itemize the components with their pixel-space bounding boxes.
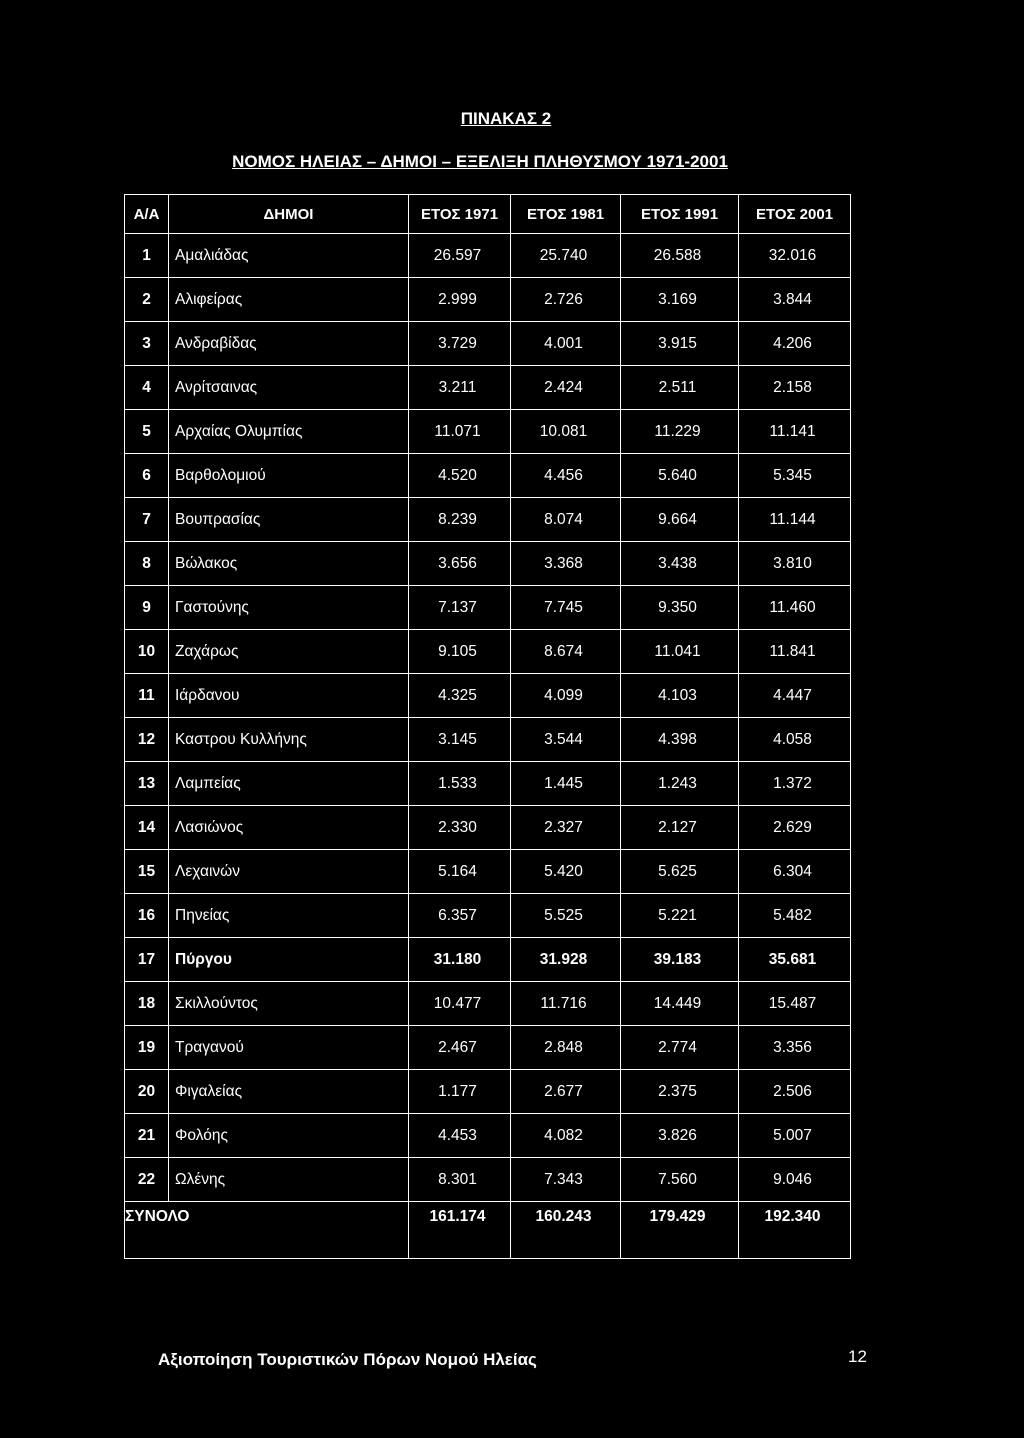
- header-row: [125, 195, 851, 234]
- population-1981: 4.456: [511, 454, 621, 498]
- population-1991: 4.398: [621, 718, 739, 762]
- table-row: [125, 850, 851, 894]
- population-1981: 2.848: [511, 1026, 621, 1070]
- population-1991: 4.103: [621, 674, 739, 718]
- table-subtitle: ΝΟΜΟΣ ΗΛΕΙΑΣ – ΔΗΜΟΙ – ΕΞΕΛΙΞΗ ΠΛΗΘΥΣΜΟΥ 1971-2001: [232, 152, 728, 171]
- table-row: [125, 938, 851, 982]
- population-1971: 3.656: [409, 542, 511, 586]
- population-1991: 1.243: [621, 762, 739, 806]
- table-row: [125, 586, 851, 630]
- population-1991: 9.350: [621, 586, 739, 630]
- population-1991: 2.127: [621, 806, 739, 850]
- population-1991: 11.041: [621, 630, 739, 674]
- population-1971: 1.533: [409, 762, 511, 806]
- page-title: ΠΙΝΑΚΑΣ 2: [460, 109, 552, 128]
- population-1991: 3.169: [621, 278, 739, 322]
- population-2001: 2.629: [739, 806, 851, 850]
- population-2001: 11.460: [739, 586, 851, 630]
- population-1991: 3.915: [621, 322, 739, 366]
- population-1981: 2.327: [511, 806, 621, 850]
- table-row: [125, 674, 851, 718]
- table-row: [125, 410, 851, 454]
- population-2001: 15.487: [739, 982, 851, 1026]
- municipality-name: Ανδραβίδας: [169, 322, 409, 366]
- municipality-name: Ωλένης: [169, 1158, 409, 1202]
- header-year-1991: ΕΤΟΣ 1991: [621, 195, 739, 234]
- population-1991: 7.560: [621, 1158, 739, 1202]
- population-1981: 10.081: [511, 410, 621, 454]
- population-1971: 5.164: [409, 850, 511, 894]
- table-row: [125, 234, 851, 278]
- municipality-name: Ανρίτσαινας: [169, 366, 409, 410]
- municipality-name: Ιάρδανου: [169, 674, 409, 718]
- population-1991: 9.664: [621, 498, 739, 542]
- population-1991: 2.511: [621, 366, 739, 410]
- population-1971: 11.071: [409, 410, 511, 454]
- total-row: [125, 1202, 851, 1259]
- population-2001: 2.158: [739, 366, 851, 410]
- row-index: 6: [125, 454, 169, 498]
- table-row: [125, 982, 851, 1026]
- table-row: [125, 454, 851, 498]
- municipality-name: Πηνείας: [169, 894, 409, 938]
- population-1971: 3.729: [409, 322, 511, 366]
- population-2001: 9.046: [739, 1158, 851, 1202]
- header-year-1971: ΕΤΟΣ 1971: [409, 195, 511, 234]
- population-2001: 35.681: [739, 938, 851, 982]
- population-1981: 7.745: [511, 586, 621, 630]
- municipality-name: Αλιφείρας: [169, 278, 409, 322]
- municipality-name: Σκιλλούντος: [169, 982, 409, 1026]
- municipality-name: Αμαλιάδας: [169, 234, 409, 278]
- population-1971: 4.520: [409, 454, 511, 498]
- municipality-name: Καστρου Κυλλήνης: [169, 718, 409, 762]
- population-1971: 10.477: [409, 982, 511, 1026]
- row-index: 5: [125, 410, 169, 454]
- municipality-name: Βαρθολομιού: [169, 454, 409, 498]
- population-2001: 5.345: [739, 454, 851, 498]
- population-1971: 7.137: [409, 586, 511, 630]
- table-row: [125, 1026, 851, 1070]
- population-2001: 5.007: [739, 1114, 851, 1158]
- population-1971: 9.105: [409, 630, 511, 674]
- row-index: 19: [125, 1026, 169, 1070]
- population-1971: 2.467: [409, 1026, 511, 1070]
- row-index: 11: [125, 674, 169, 718]
- municipality-name: Γαστούνης: [169, 586, 409, 630]
- population-1991: 3.826: [621, 1114, 739, 1158]
- population-1981: 3.368: [511, 542, 621, 586]
- table-row: [125, 1070, 851, 1114]
- municipality-name: Ζαχάρως: [169, 630, 409, 674]
- row-index: 20: [125, 1070, 169, 1114]
- population-2001: 3.844: [739, 278, 851, 322]
- population-2001: 2.506: [739, 1070, 851, 1114]
- population-1991: 14.449: [621, 982, 739, 1026]
- row-index: 4: [125, 366, 169, 410]
- table-row: [125, 1158, 851, 1202]
- row-index: 16: [125, 894, 169, 938]
- table-row: [125, 1114, 851, 1158]
- population-1981: 11.716: [511, 982, 621, 1026]
- page-number: 12: [848, 1347, 867, 1366]
- population-1991: 5.640: [621, 454, 739, 498]
- population-2001: 11.144: [739, 498, 851, 542]
- row-index: 7: [125, 498, 169, 542]
- header-year-2001: ΕΤΟΣ 2001: [739, 195, 851, 234]
- row-index: 22: [125, 1158, 169, 1202]
- population-1991: 5.625: [621, 850, 739, 894]
- population-1971: 3.211: [409, 366, 511, 410]
- population-1991: 5.221: [621, 894, 739, 938]
- population-2001: 3.356: [739, 1026, 851, 1070]
- row-index: 13: [125, 762, 169, 806]
- table-row: [125, 322, 851, 366]
- population-2001: 1.372: [739, 762, 851, 806]
- population-1971: 8.239: [409, 498, 511, 542]
- population-1971: 31.180: [409, 938, 511, 982]
- row-index: 17: [125, 938, 169, 982]
- population-1981: 4.082: [511, 1114, 621, 1158]
- population-1981: 2.424: [511, 366, 621, 410]
- header-index: Α/Α: [125, 195, 169, 234]
- population-1971: 8.301: [409, 1158, 511, 1202]
- population-1981: 8.674: [511, 630, 621, 674]
- municipality-name: Βώλακος: [169, 542, 409, 586]
- row-index: 21: [125, 1114, 169, 1158]
- population-1981: 4.001: [511, 322, 621, 366]
- population-1971: 2.999: [409, 278, 511, 322]
- population-1981: 7.343: [511, 1158, 621, 1202]
- row-index: 3: [125, 322, 169, 366]
- population-1991: 11.229: [621, 410, 739, 454]
- row-index: 1: [125, 234, 169, 278]
- table-row: [125, 542, 851, 586]
- row-index: 18: [125, 982, 169, 1026]
- total-1971: 161.174: [409, 1202, 511, 1259]
- population-1981: 5.420: [511, 850, 621, 894]
- population-1971: 3.145: [409, 718, 511, 762]
- population-1981: 2.726: [511, 278, 621, 322]
- population-2001: 11.841: [739, 630, 851, 674]
- population-2001: 32.016: [739, 234, 851, 278]
- row-index: 12: [125, 718, 169, 762]
- population-1991: 39.183: [621, 938, 739, 982]
- total-2001: 192.340: [739, 1202, 851, 1259]
- table-row: [125, 630, 851, 674]
- population-1981: 4.099: [511, 674, 621, 718]
- row-index: 8: [125, 542, 169, 586]
- population-2001: 4.206: [739, 322, 851, 366]
- header-municipality: ΔΗΜΟΙ: [169, 195, 409, 234]
- population-1971: 2.330: [409, 806, 511, 850]
- table-row: [125, 366, 851, 410]
- municipality-name: Βουπρασίας: [169, 498, 409, 542]
- population-1991: 26.588: [621, 234, 739, 278]
- population-1981: 25.740: [511, 234, 621, 278]
- municipality-name: Φολόης: [169, 1114, 409, 1158]
- population-2001: 4.058: [739, 718, 851, 762]
- footer-text: Αξιοποίηση Τουριστικών Πόρων Νομού Ηλείας: [158, 1350, 537, 1369]
- table-row: [125, 894, 851, 938]
- population-1981: 3.544: [511, 718, 621, 762]
- population-table: [124, 194, 851, 1259]
- municipality-name: Λεχαινών: [169, 850, 409, 894]
- header-year-1981: ΕΤΟΣ 1981: [511, 195, 621, 234]
- total-1981: 160.243: [511, 1202, 621, 1259]
- row-index: 9: [125, 586, 169, 630]
- row-index: 10: [125, 630, 169, 674]
- population-1981: 8.074: [511, 498, 621, 542]
- population-1981: 2.677: [511, 1070, 621, 1114]
- population-1971: 4.325: [409, 674, 511, 718]
- table-row: [125, 806, 851, 850]
- table-row: [125, 718, 851, 762]
- row-index: 2: [125, 278, 169, 322]
- population-2001: 6.304: [739, 850, 851, 894]
- table-row: [125, 762, 851, 806]
- population-1971: 26.597: [409, 234, 511, 278]
- table-row: [125, 498, 851, 542]
- population-1971: 4.453: [409, 1114, 511, 1158]
- population-1991: 2.375: [621, 1070, 739, 1114]
- population-1991: 3.438: [621, 542, 739, 586]
- municipality-name: Λαμπείας: [169, 762, 409, 806]
- municipality-name: Φιγαλείας: [169, 1070, 409, 1114]
- population-2001: 11.141: [739, 410, 851, 454]
- population-2001: 4.447: [739, 674, 851, 718]
- population-1971: 1.177: [409, 1070, 511, 1114]
- population-2001: 3.810: [739, 542, 851, 586]
- population-2001: 5.482: [739, 894, 851, 938]
- municipality-name: Αρχαίας Ολυμπίας: [169, 410, 409, 454]
- total-label: ΣΥΝΟΛΟ: [125, 1202, 409, 1259]
- total-1991: 179.429: [621, 1202, 739, 1259]
- municipality-name: Τραγανού: [169, 1026, 409, 1070]
- population-1981: 5.525: [511, 894, 621, 938]
- row-index: 14: [125, 806, 169, 850]
- row-index: 15: [125, 850, 169, 894]
- table-row: [125, 278, 851, 322]
- municipality-name: Λασιώνος: [169, 806, 409, 850]
- population-1991: 2.774: [621, 1026, 739, 1070]
- population-1981: 1.445: [511, 762, 621, 806]
- population-1981: 31.928: [511, 938, 621, 982]
- municipality-name: Πύργου: [169, 938, 409, 982]
- population-1971: 6.357: [409, 894, 511, 938]
